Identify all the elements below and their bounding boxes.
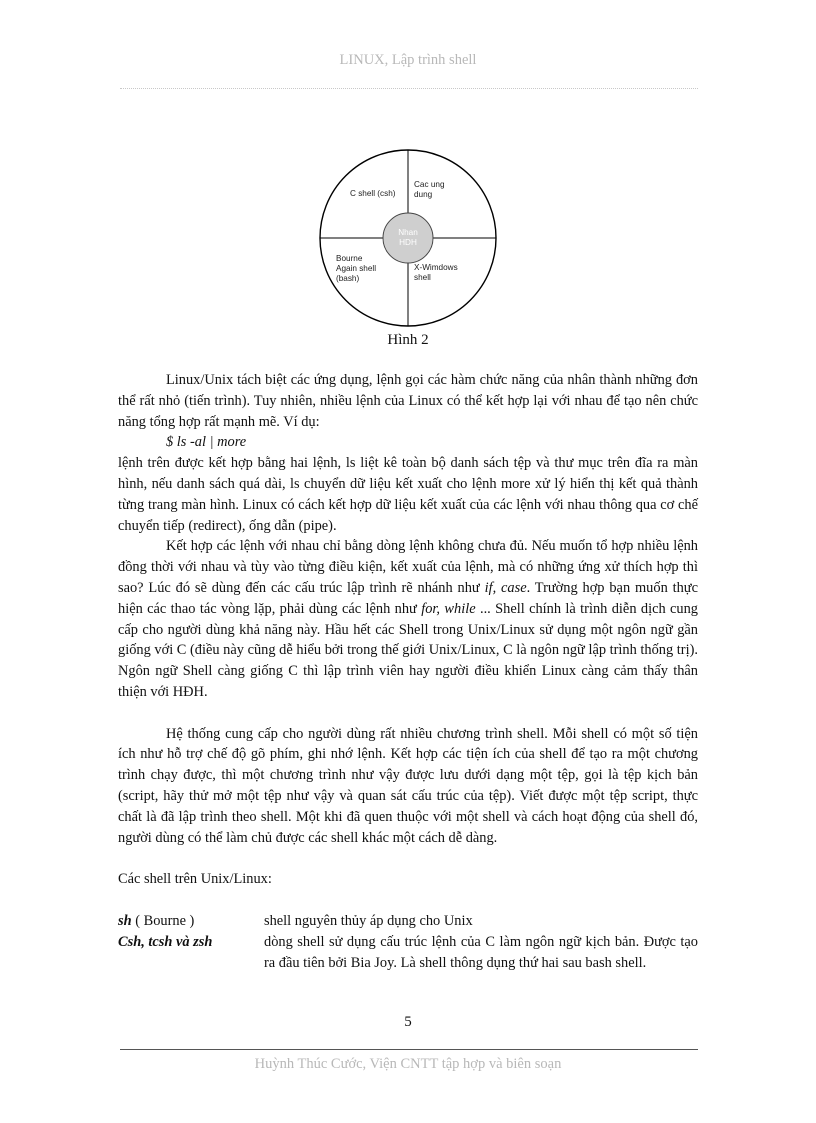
- paragraph-3-keywords-loop: for, while: [421, 600, 476, 617]
- shell-description: dòng shell sử dụng cấu trúc lệnh của C làm ngôn ngữ kịch bản. Được tạo ra đầu tiên bởi Bia Joy. Là shell thông dụng thứ hai sau bash shell.: [264, 933, 698, 971]
- footer-credit: Huỳnh Thúc Cước, Viện CNTT tập hợp và biên soạn: [254, 1056, 562, 1072]
- quadrant-apps-label-line1: Cac ung: [414, 180, 445, 189]
- shell-definition-row: [118, 911, 698, 932]
- quadrant-xwindows-label-line2: shell: [414, 273, 431, 282]
- paragraph-3-part-c: ... Shell chính là trình diễn dịch cung cấp cho người dùng khả năng này. Hầu hết các Shell trong Unix/Linux sử dụng một ngôn ngữ gần giống với C (điều này cũng dễ hiểu bởi trong thế giới Unix/Linux, C là ngôn ngữ lập trình thống trị). Ngôn ngữ Shell càng giống C thì lập trình viên hay người điều khiển Linux càng cảm thấy thân thiện với HĐH.: [118, 600, 699, 700]
- kernel-label-line1: Nhan: [398, 228, 418, 237]
- shell-term-name: sh: [118, 913, 132, 930]
- quadrant-apps-label-line2: dung: [414, 190, 433, 199]
- shell-list-heading: Các shell trên Unix/Linux:: [118, 871, 272, 888]
- header-divider: [120, 88, 698, 89]
- paragraph-4: Hệ thống cung cấp cho người dùng rất nhiều chương trình shell. Mỗi shell có một số tiện ích như hỗ trợ chế độ gõ phím, ghi nhớ lệnh. Kết hợp các tiện ích của shell để tạo ra một chương trình chạy được, thì một chương trình như vậy được lưu dưới dạng một tệp, gọi là tệp kịch bản (script, hãy thử mở một tệp như vậy và quan sát cấu trúc của tệp). Viết được một tệp script, thực chất là đã lập trình theo shell. Một khi đã quen thuộc với một shell và cách hoạt động của shell đó, người dùng có thể làm chủ được các shell khác một cách dễ dàng.: [118, 725, 698, 846]
- paragraph-3-part-a: Kết hợp các lệnh với nhau chỉ bằng dòng lệnh không chưa đủ. Nếu muốn tổ hợp nhiều lệnh đồng thời với nhau và tùy vào từng điều kiện, kết xuất của lệnh, mà có những ứng xử thích hợp thì sao? Lúc đó sẽ dùng đến các cấu trúc lập trình rẽ nhánh như: [118, 538, 698, 596]
- paragraph-3-part-b: . Trường hợp bạn muốn thực hiện các thao tác vòng lặp, phải dùng các lệnh như: [118, 579, 698, 617]
- figure-caption: Hình 2: [387, 332, 429, 348]
- shell-definition-row: [118, 932, 698, 974]
- quadrant-bash-label-line2: Again shell: [336, 264, 377, 273]
- quadrant-bash-label-line3: (bash): [336, 274, 360, 283]
- kernel-label-line2: HDH: [399, 238, 417, 247]
- body-content: [118, 370, 698, 974]
- quadrant-bash-label-line1: Bourne: [336, 254, 363, 263]
- quadrant-xwindows-label-line1: X-Wimdows: [414, 263, 458, 272]
- quadrant-csh-label: C shell (csh): [350, 189, 396, 198]
- paragraph-3-keywords-branch: if, case: [484, 579, 527, 596]
- page-header-title: LINUX, Lập trình shell: [339, 52, 477, 68]
- diagram-svg: [316, 146, 500, 330]
- page-number: 5: [404, 1014, 412, 1030]
- shell-architecture-diagram: [316, 146, 500, 330]
- paragraph-2: lệnh trên được kết hợp bằng hai lệnh, ls liệt kê toàn bộ danh sách tệp và thư mục trên đĩa ra màn hình, nếu danh sách quá dài, ls chuyển dữ liệu kết xuất cho lệnh more xử lý hiển thị kết quả thành từng trang màn hình. Linux có cách kết hợp dữ liệu kết xuất của các lệnh với nhau thông qua cơ chế chuyển tiếp (redirect), ống dẫn (pipe).: [118, 455, 698, 534]
- paragraph-1: Linux/Unix tách biệt các ứng dụng, lệnh gọi các hàm chức năng của nhân thành những đơn thể rất nhỏ (tiến trình). Tuy nhiên, nhiều lệnh của Linux có thể kết hợp lại với nhau để tạo nên chức năng tổng hợp rất mạnh mẽ. Ví dụ:: [118, 372, 698, 430]
- shell-term: [118, 932, 264, 974]
- shell-definition-list: [118, 911, 698, 973]
- shell-term: [118, 911, 264, 932]
- footer-divider: [120, 1049, 698, 1050]
- shell-term-name: Csh, tcsh và zsh: [118, 933, 213, 950]
- paragraph-3: [118, 536, 698, 702]
- shell-term-note: ( Bourne ): [131, 913, 195, 930]
- command-example: $ ls -al | more: [166, 434, 247, 451]
- shell-description: shell nguyên thủy áp dụng cho Unix: [264, 913, 473, 930]
